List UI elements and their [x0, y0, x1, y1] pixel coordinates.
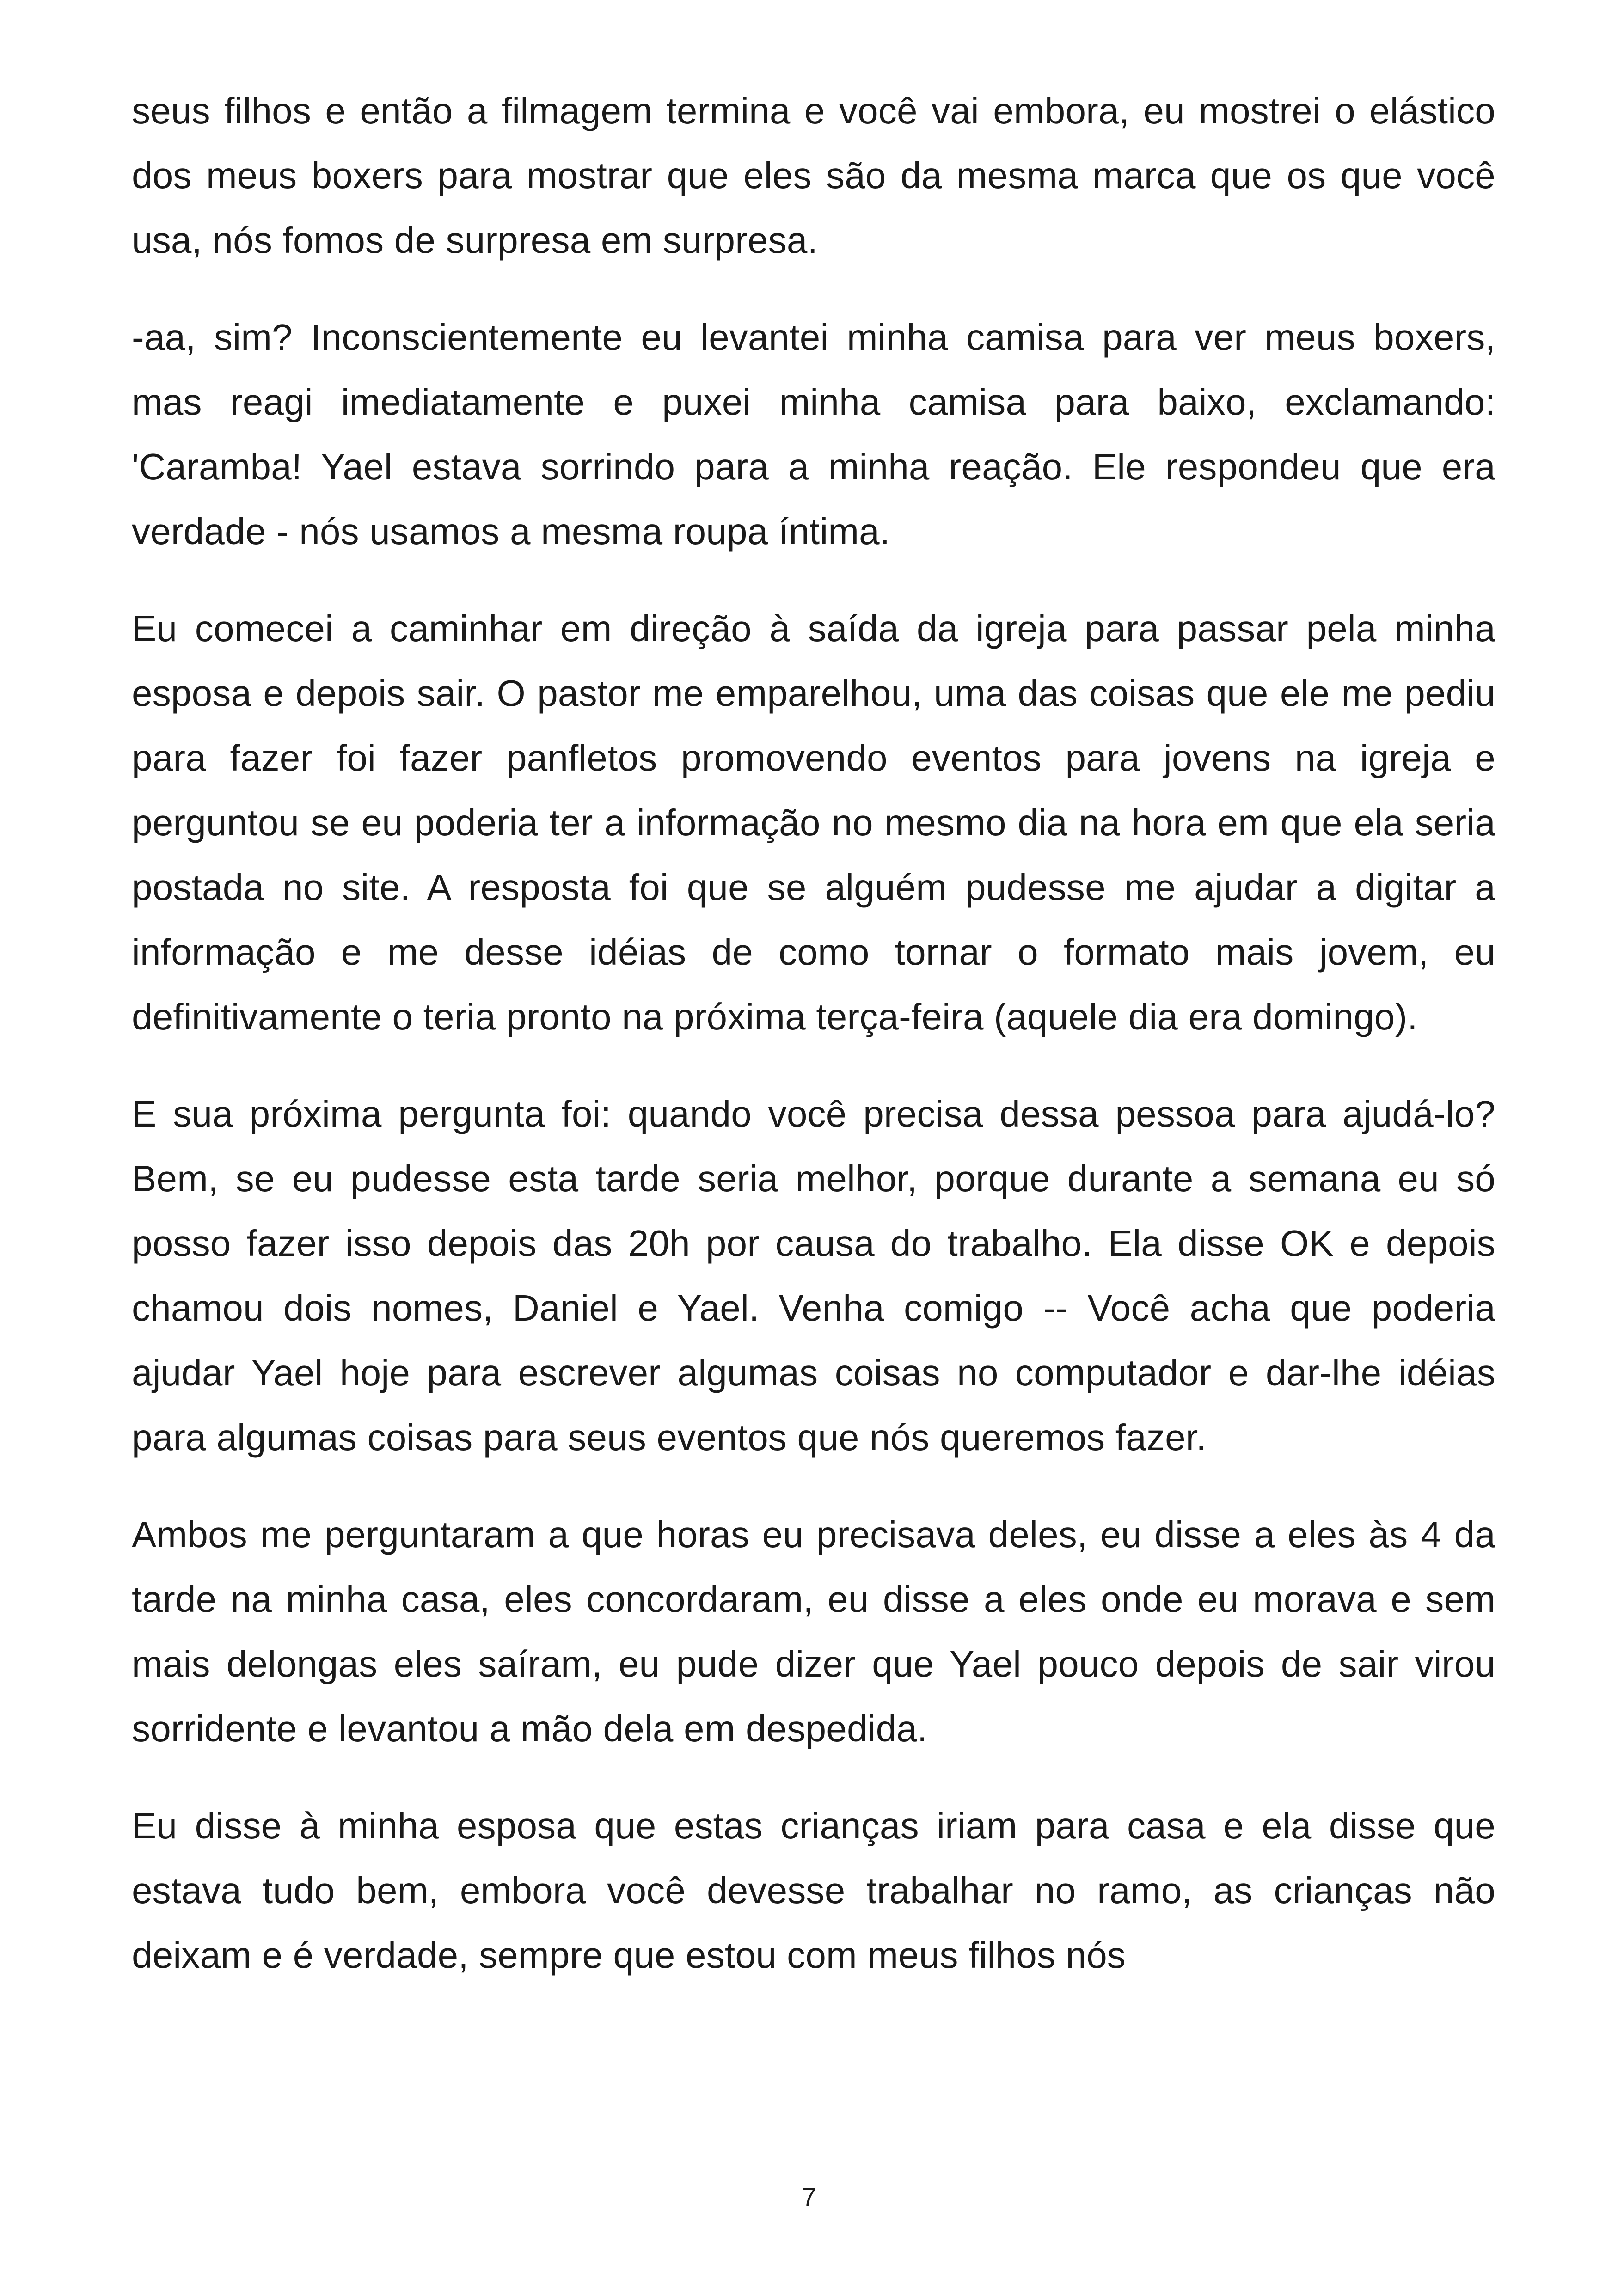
- paragraph-3: Eu comecei a caminhar em direção à saída da igreja para passar pela minha esposa e depois sair. O pastor me emparelhou, uma das coisas que ele me pediu para fazer foi fazer panfletos promovendo eventos para jovens na igreja e perguntou se eu poderia ter a informação no mesmo dia na hora em que ela seria postada no site. A resposta foi que se alguém pudesse me ajudar a digitar a informação e me desse idéias de como tornar o formato mais jovem, eu definitivamente o teria pronto na próxima terça-feira (aquele dia era domingo).: [132, 608, 1495, 1037]
- page-body: [132, 79, 1495, 2020]
- page-number: 7: [802, 2182, 816, 2211]
- paragraph-4: E sua próxima pergunta foi: quando você precisa dessa pessoa para ajudá-lo? Bem, se eu pudesse esta tarde seria melhor, porque durante a semana eu só posso fazer isso depois das 20h por causa do trabalho. Ela disse OK e depois chamou dois nomes, Daniel e Yael. Venha comigo -- Você acha que poderia ajudar Yael hoje para escrever algumas coisas no computador e dar-lhe idéias para algumas coisas para seus eventos que nós queremos fazer.: [132, 1093, 1495, 1458]
- paragraph-1: seus filhos e então a filmagem termina e você vai embora, eu mostrei o elástico dos meus boxers para mostrar que eles são da mesma marca que os que você usa, nós fomos de surpresa em surpresa.: [132, 90, 1495, 261]
- paragraph-2: -aa, sim? Inconscientemente eu levantei minha camisa para ver meus boxers, mas reagi imediatamente e puxei minha camisa para baixo, exclamando: 'Caramba! Yael estava sorrindo para a minha reação. Ele respondeu que era verdade - nós usamos a mesma roupa íntima.: [132, 317, 1495, 552]
- paragraph-5: Ambos me perguntaram a que horas eu precisava deles, eu disse a eles às 4 da tarde na minha casa, eles concordaram, eu disse a eles onde eu morava e sem mais delongas eles saíram, eu pude dizer que Yael pouco depois de sair virou sorridente e levantou a mão dela em despedida.: [132, 1514, 1495, 1749]
- paragraph-6: Eu disse à minha esposa que estas crianças iriam para casa e ela disse que estava tudo bem, embora você devesse trabalhar no ramo, as crianças não deixam e é verdade, sempre que estou com meus filhos nós: [132, 1805, 1495, 1976]
